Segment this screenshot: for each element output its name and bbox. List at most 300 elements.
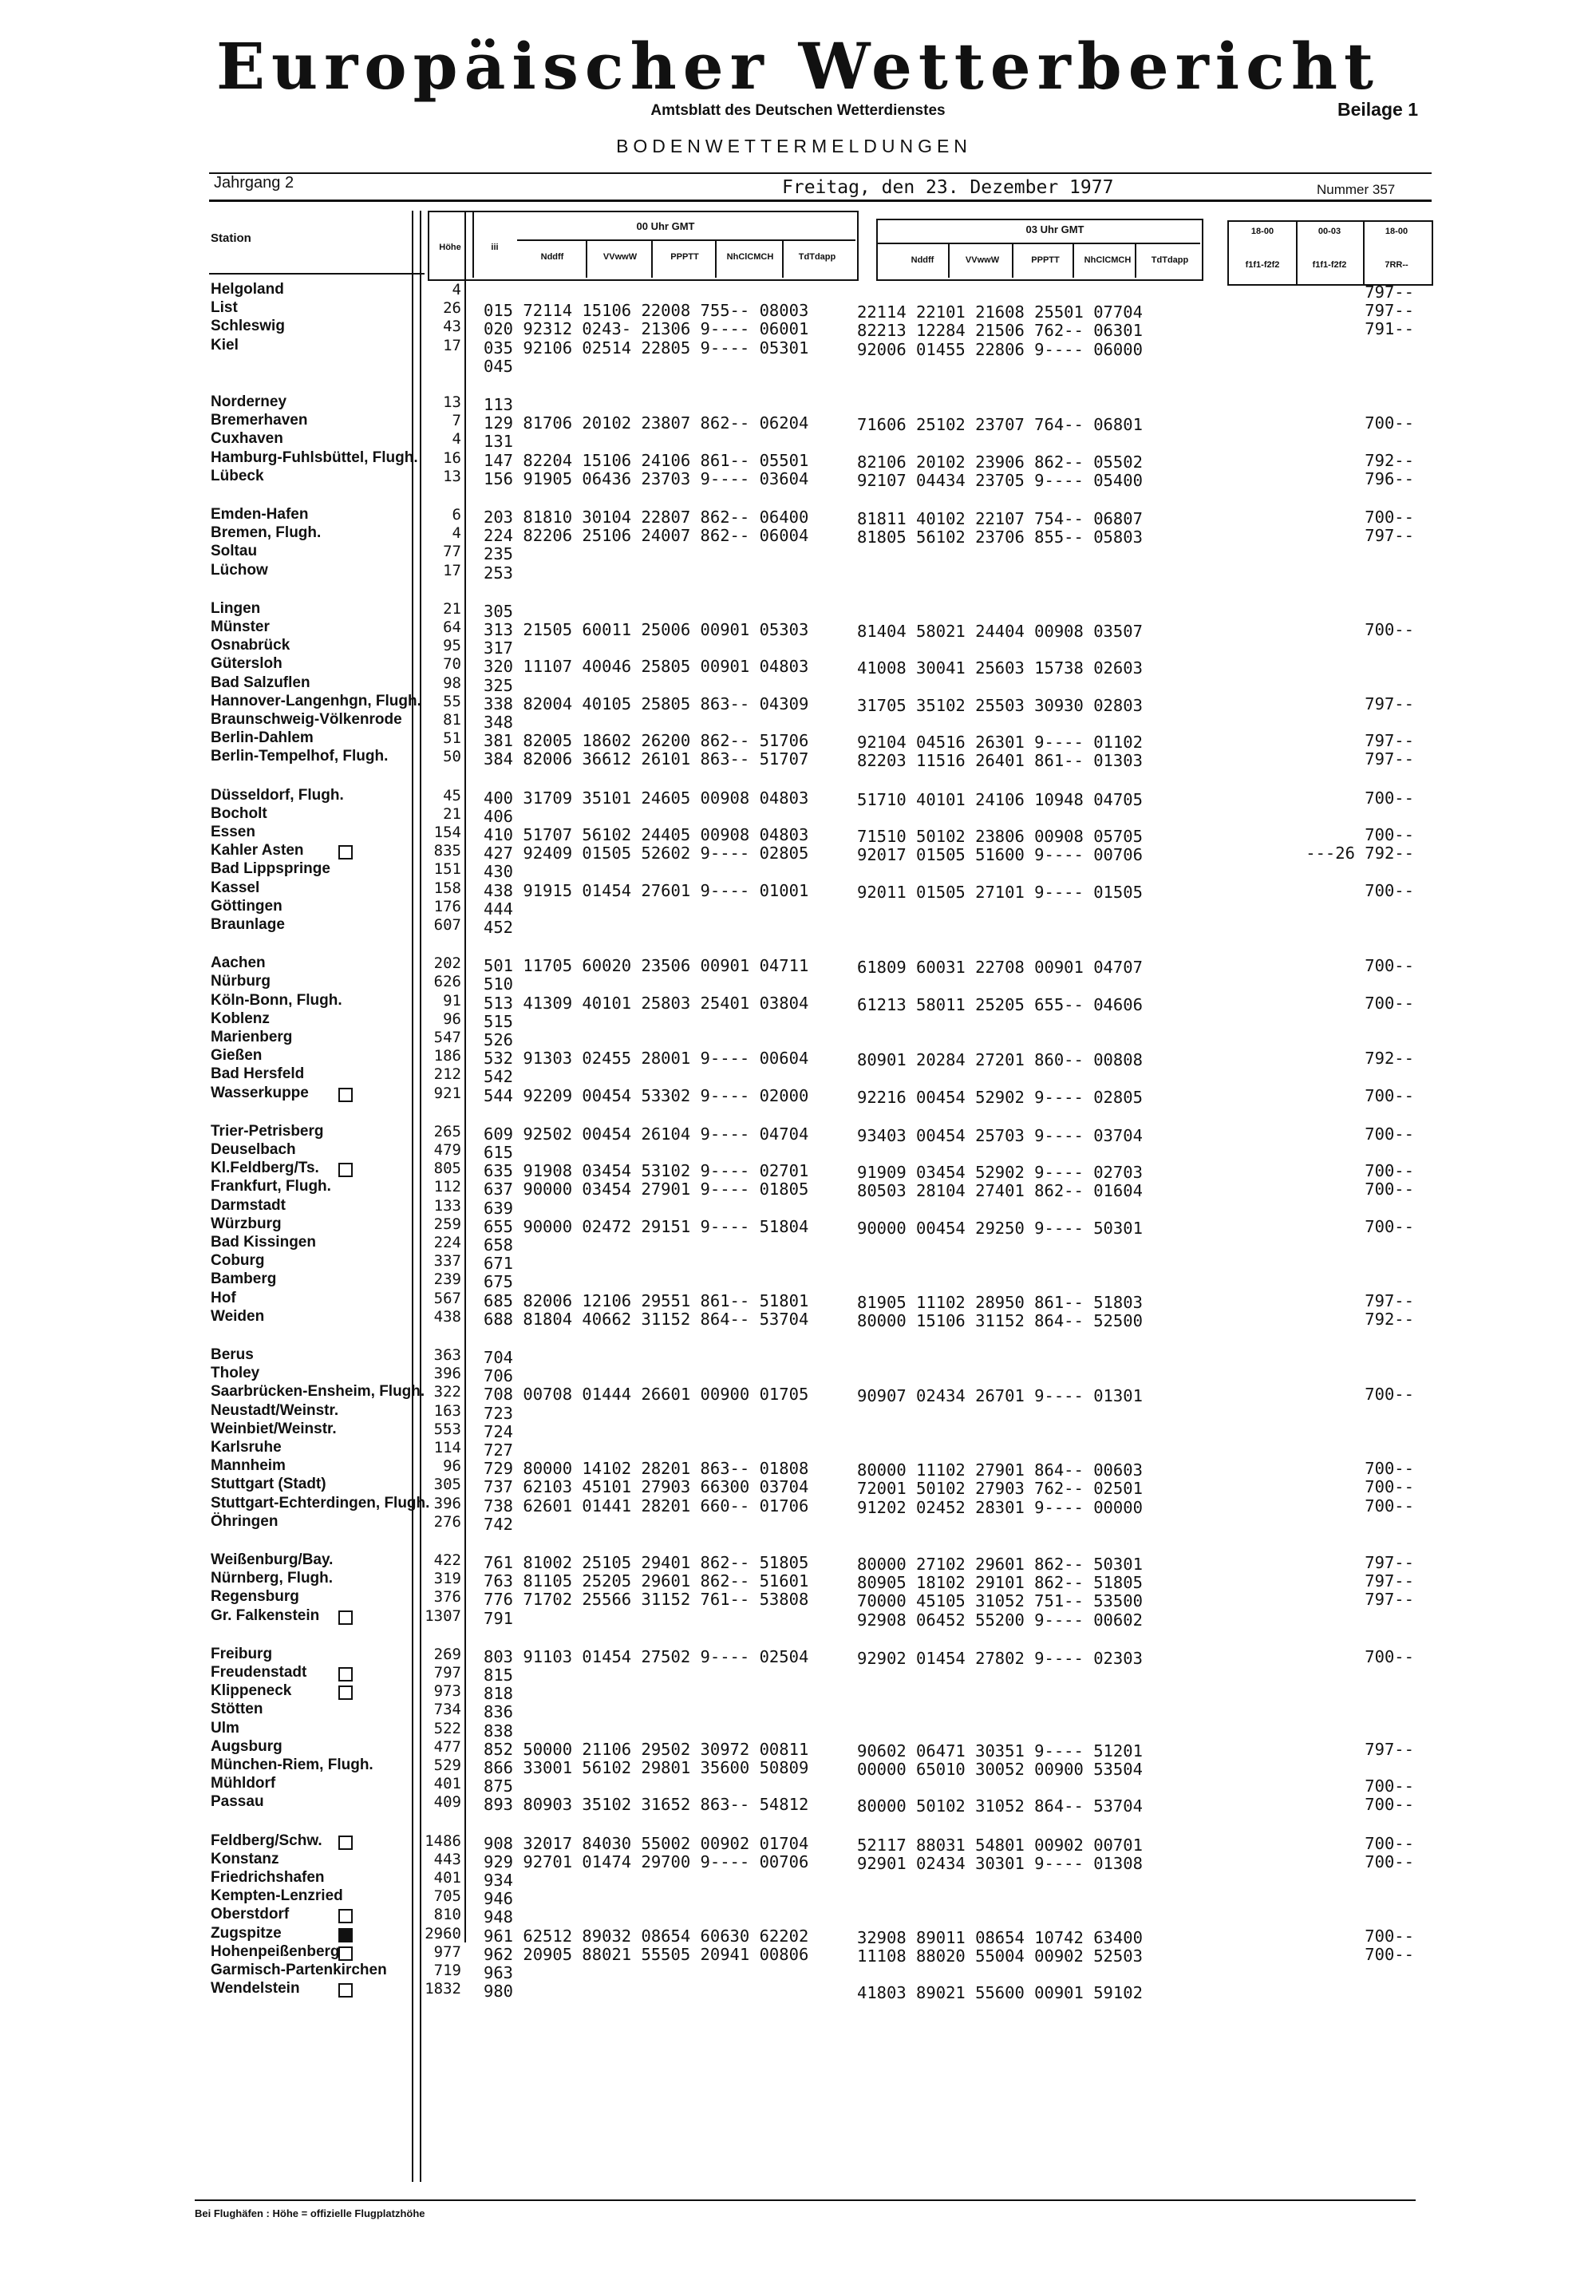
station-height: 921 [433, 1084, 461, 1102]
col-header-03-0: Nddff [911, 255, 934, 265]
col-divider [782, 239, 784, 278]
report-extra: 700-- [1365, 1085, 1414, 1105]
station-name: Berlin-Dahlem [211, 729, 314, 747]
header-rule-top [209, 172, 1432, 174]
report-extra: 797-- [1365, 1553, 1414, 1572]
report-00-gmt: 381 82005 18602 26200 862-- 51706 [484, 731, 809, 751]
station-name: Öhringen [211, 1512, 279, 1530]
report-03-gmt: 91202 02452 28301 9---- 00000 [857, 1497, 1143, 1517]
report-00-gmt: 706 [484, 1366, 514, 1386]
extra-header-3: 18-00 [1385, 227, 1408, 236]
station-name: Gütersloh [211, 655, 282, 673]
station-name: Konstanz [211, 1850, 279, 1867]
station-height: 376 [433, 1588, 461, 1606]
station-height: 26 [443, 299, 461, 318]
station-height: 96 [443, 1010, 461, 1028]
station-name: Deuselbach [211, 1141, 296, 1158]
col-header-00-0: Nddff [540, 252, 564, 262]
report-00-gmt: 723 [484, 1403, 514, 1423]
report-00-gmt: 253 [484, 563, 514, 583]
report-00-gmt: 815 [484, 1666, 514, 1685]
report-00-gmt: 980 [484, 1982, 514, 2002]
report-extra: 792-- [1365, 450, 1414, 470]
col-header-03-3: NhClCMCH [1084, 255, 1132, 265]
report-00-gmt: 908 32017 84030 55002 00902 01704 [484, 1833, 809, 1853]
station-height: 479 [433, 1141, 461, 1159]
report-00-gmt: 156 91905 06436 23703 9---- 03604 [484, 468, 809, 488]
report-00-gmt: 427 92409 01505 52602 9---- 02805 [484, 844, 809, 863]
col-divider [1073, 243, 1074, 278]
station-height: 805 [433, 1160, 461, 1178]
report-extra: 700-- [1365, 1459, 1414, 1479]
report-00-gmt: 438 91915 01454 27601 9---- 01001 [484, 880, 809, 900]
station-height: 202 [433, 954, 461, 973]
report-03-gmt: 92902 01454 27802 9---- 02303 [857, 1648, 1143, 1668]
report-03-gmt: 80000 50102 31052 864-- 53704 [857, 1796, 1143, 1816]
station-name: Bad Hersfeld [211, 1065, 305, 1083]
station-height: 21 [443, 599, 461, 618]
report-00-gmt: 946 [484, 1889, 514, 1909]
col-header-00-1: VVwwW [602, 252, 638, 262]
report-extra: 792-- [1365, 1049, 1414, 1069]
report-03-gmt: 41008 30041 25603 15738 02603 [857, 658, 1143, 678]
station-name: Hohenpeißenberg [211, 1942, 340, 1960]
station-height: 133 [433, 1196, 461, 1215]
station-name: Bad Kissingen [211, 1234, 316, 1251]
report-extra: 700-- [1365, 413, 1414, 433]
station-header-rule [209, 273, 425, 275]
report-03-gmt: 81811 40102 22107 754-- 06807 [857, 509, 1143, 528]
report-extra: 700-- [1365, 956, 1414, 976]
supplement-label: Beilage 1 [1337, 99, 1418, 120]
report-00-gmt: 961 62512 89032 08654 60630 62202 [484, 1926, 809, 1946]
station-name: Bad Salzuflen [211, 674, 310, 691]
station-name: Berlin-Tempelhof, Flugh. [211, 748, 389, 765]
report-03-gmt: 81404 58021 24404 00908 03507 [857, 622, 1143, 641]
report-extra: 700-- [1365, 620, 1414, 639]
station-name: Tholey [211, 1365, 260, 1382]
station-name: Aachen [211, 954, 266, 972]
report-00-gmt: 671 [484, 1254, 514, 1274]
report-extra: 797-- [1365, 694, 1414, 713]
report-00-gmt: 742 [484, 1514, 514, 1534]
station-name: Karlsruhe [211, 1439, 282, 1456]
station-height: 186 [433, 1047, 461, 1065]
report-extra: 797-- [1365, 749, 1414, 769]
extra-subheader-1: f1f1-f2f2 [1245, 260, 1280, 270]
station-name: Bad Lippspringe [211, 860, 330, 878]
report-00-gmt: 685 82006 12106 29551 861-- 51801 [484, 1290, 809, 1310]
report-extra: 700-- [1365, 1124, 1414, 1144]
station-height: 265 [433, 1122, 461, 1140]
report-03-gmt: 71510 50102 23806 00908 05705 [857, 827, 1143, 846]
station-height: 112 [433, 1178, 461, 1196]
report-03-gmt: 80901 20284 27201 860-- 00808 [857, 1050, 1143, 1070]
report-extra: 700-- [1365, 1180, 1414, 1199]
station-height: 51 [443, 729, 461, 748]
station-name: Mannheim [211, 1457, 286, 1475]
report-00-gmt: 045 [484, 356, 514, 376]
station-column-rule [412, 211, 413, 2182]
volume-label: Jahrgang 2 [214, 174, 294, 192]
extra-header-1: 18-00 [1250, 227, 1274, 236]
report-extra: 797-- [1365, 301, 1414, 321]
station-height: 212 [433, 1065, 461, 1084]
report-extra: 797-- [1365, 731, 1414, 751]
report-03-gmt: 52117 88031 54801 00902 00701 [857, 1835, 1143, 1855]
report-00-gmt: 724 [484, 1421, 514, 1441]
report-03-gmt: 93403 00454 25703 9---- 03704 [857, 1125, 1143, 1145]
report-extra: 796-- [1365, 468, 1414, 488]
report-extra: 791-- [1365, 319, 1414, 339]
station-name: Braunschweig-Völkenrode [211, 711, 402, 728]
mountain-station-marker [338, 1163, 353, 1177]
report-00-gmt: 015 72114 15106 22008 755-- 08003 [484, 301, 809, 321]
report-03-gmt: 22114 22101 21608 25501 07704 [857, 302, 1143, 322]
report-extra: 700-- [1365, 1776, 1414, 1796]
station-height: 6 [452, 506, 461, 524]
station-name: Freudenstadt [211, 1664, 307, 1681]
report-extra: 700-- [1365, 1851, 1414, 1871]
report-00-gmt: 962 20905 88021 55505 20941 00806 [484, 1944, 809, 1964]
station-height: 553 [433, 1420, 461, 1438]
report-03-gmt: 70000 45105 31052 751-- 53500 [857, 1591, 1143, 1611]
station-height: 422 [433, 1551, 461, 1569]
station-name: Helgoland [211, 281, 284, 298]
report-03-gmt: 80905 18102 29101 862-- 51805 [857, 1573, 1143, 1593]
report-subtitle: Amtsblatt des Deutschen Wetterdienstes [650, 102, 946, 119]
station-height: 17 [443, 561, 461, 579]
report-00-gmt: 406 [484, 806, 514, 826]
report-03-gmt: 80000 27102 29601 862-- 50301 [857, 1555, 1143, 1574]
report-extra: 700-- [1365, 825, 1414, 844]
station-height: 443 [433, 1850, 461, 1868]
station-height: 810 [433, 1906, 461, 1924]
mountain-station-marker [338, 1836, 353, 1850]
station-name: Emden-Hafen [211, 506, 309, 523]
station-name: Friedrichshafen [211, 1869, 325, 1886]
report-03-gmt: 92017 01505 51600 9---- 00706 [857, 845, 1143, 865]
station-name: Wasserkuppe [211, 1084, 309, 1101]
station-height: 114 [433, 1439, 461, 1456]
report-extra: 797-- [1365, 1571, 1414, 1591]
station-height: 1486 [425, 1832, 461, 1850]
mountain-station-marker [338, 1685, 353, 1700]
report-03-gmt: 90602 06471 30351 9---- 51201 [857, 1741, 1143, 1761]
station-height: 55 [443, 692, 461, 710]
report-00-gmt: 818 [484, 1684, 514, 1704]
report-extra: 700-- [1365, 1646, 1414, 1666]
report-00-gmt: 526 [484, 1030, 514, 1049]
station-height: 734 [433, 1701, 461, 1719]
station-height: 7 [452, 412, 461, 430]
report-00-gmt: 791 [484, 1608, 514, 1628]
station-height: 96 [443, 1457, 461, 1476]
col-header-hoehe: Höhe [439, 243, 461, 252]
station-name: Hannover-Langenhgn, Flugh. [211, 692, 421, 709]
report-00-gmt: 313 21505 60011 25006 00901 05303 [484, 620, 809, 639]
station-height: 363 [433, 1346, 461, 1364]
col-divider [1135, 243, 1136, 278]
report-03-gmt: 32908 89011 08654 10742 63400 [857, 1927, 1143, 1947]
station-name: Lüchow [211, 561, 268, 579]
report-00-gmt: 655 90000 02472 29151 9---- 51804 [484, 1216, 809, 1236]
report-03-gmt: 81805 56102 23706 855-- 05803 [857, 528, 1143, 547]
report-00-gmt: 452 [484, 918, 514, 937]
footnote: Bei Flughäfen : Höhe = offizielle Flugplatzhöhe [195, 2207, 425, 2219]
report-00-gmt: 384 82006 36612 26101 863-- 51707 [484, 749, 809, 769]
issue-number: Nummer 357 [1317, 182, 1396, 197]
station-name: Bremerhaven [211, 412, 308, 429]
station-name: Augsburg [211, 1737, 282, 1755]
report-extra: 700-- [1365, 1385, 1414, 1405]
report-00-gmt: 348 [484, 713, 514, 732]
col-header-03-4: TdTdapp [1151, 255, 1189, 265]
report-00-gmt: 129 81706 20102 23807 862-- 06204 [484, 413, 809, 433]
report-extra: 792-- [1365, 1309, 1414, 1329]
report-00-gmt: 658 [484, 1235, 514, 1255]
station-height: 567 [433, 1289, 461, 1307]
report-00-gmt: 400 31709 35101 24605 00908 04803 [484, 788, 809, 808]
mountain-station-marker [338, 1610, 353, 1625]
report-extra: 700-- [1365, 1795, 1414, 1815]
col-divider [1012, 243, 1013, 278]
report-00-gmt: 035 92106 02514 22805 9---- 05301 [484, 338, 809, 358]
report-03-gmt: 61213 58011 25205 655-- 04606 [857, 994, 1143, 1014]
station-height: 305 [433, 1476, 461, 1494]
station-name: Koblenz [211, 1010, 270, 1027]
station-height: 21 [443, 804, 461, 823]
station-name: Cuxhaven [211, 430, 283, 448]
station-name: Mühldorf [211, 1775, 276, 1792]
station-height: 50 [443, 748, 461, 766]
station-name: Freiburg [211, 1645, 273, 1662]
report-00-gmt: 639 [484, 1198, 514, 1218]
station-name: Gr. Falkenstein [211, 1606, 320, 1624]
report-extra: 797-- [1365, 1590, 1414, 1610]
station-height: 13 [443, 393, 461, 411]
station-name: Düsseldorf, Flugh. [211, 786, 344, 804]
report-03-gmt: 80503 28104 27401 862-- 01604 [857, 1181, 1143, 1201]
report-00-gmt: 444 [484, 899, 514, 919]
station-name: Nürburg [211, 973, 271, 990]
report-00-gmt: 338 82004 40105 25805 863-- 04309 [484, 694, 809, 713]
station-height: 158 [433, 879, 461, 897]
mountain-station-filled-marker [338, 1928, 353, 1942]
time-header-rule [517, 239, 855, 241]
report-03-gmt: 90000 00454 29250 9---- 50301 [857, 1218, 1143, 1238]
report-00-gmt: 615 [484, 1143, 514, 1162]
report-03-gmt: 92901 02434 30301 9---- 01308 [857, 1853, 1143, 1873]
mountain-station-marker [338, 1909, 353, 1923]
station-name: Göttingen [211, 897, 282, 915]
station-height: 16 [443, 449, 461, 467]
station-height: 2960 [425, 1924, 461, 1942]
station-name: Stuttgart (Stadt) [211, 1476, 326, 1493]
station-name: Berus [211, 1346, 254, 1363]
report-extra: 797-- [1365, 1290, 1414, 1310]
station-name: Bocholt [211, 804, 267, 822]
station-height: 547 [433, 1029, 461, 1046]
station-height: 151 [433, 860, 461, 879]
station-height: 401 [433, 1869, 461, 1887]
station-name: Kl.Feldberg/Ts. [211, 1160, 319, 1177]
extra-divider-2 [1363, 220, 1365, 284]
report-03-gmt: 72001 50102 27903 762-- 02501 [857, 1479, 1143, 1499]
col-header-iii: iii [491, 243, 499, 252]
station-height: 719 [433, 1962, 461, 1979]
station-height: 797 [433, 1664, 461, 1681]
extra-subheader-2: f1f1-f2f2 [1312, 260, 1347, 270]
station-name: Neustadt/Weinstr. [211, 1401, 339, 1419]
report-00-gmt: 532 91303 02455 28001 9---- 00604 [484, 1049, 809, 1069]
report-00-gmt: 235 [484, 544, 514, 564]
report-03-gmt: 41803 89021 55600 00901 59102 [857, 1983, 1143, 2003]
report-00-gmt: 131 [484, 432, 514, 452]
report-00-gmt: 542 [484, 1067, 514, 1087]
report-03-gmt: 92908 06452 55200 9---- 00602 [857, 1610, 1143, 1630]
report-00-gmt: 305 [484, 601, 514, 621]
report-00-gmt: 675 [484, 1272, 514, 1292]
report-00-gmt: 410 51707 56102 24405 00908 04803 [484, 825, 809, 844]
header-rule-bottom [209, 200, 1432, 202]
report-03-gmt: 82203 11516 26401 861-- 01303 [857, 751, 1143, 771]
report-00-gmt: 763 81105 25205 29601 862-- 51601 [484, 1571, 809, 1591]
station-name: Würzburg [211, 1215, 282, 1232]
report-00-gmt: 803 91103 01454 27502 9---- 02504 [484, 1646, 809, 1666]
station-name: Weiden [211, 1307, 265, 1325]
station-height: 81 [443, 711, 461, 729]
station-height: 1307 [425, 1606, 461, 1625]
station-name: Coburg [211, 1252, 265, 1270]
station-name: Stuttgart-Echterdingen, Flugh. [211, 1494, 430, 1512]
station-name: Zugspitze [211, 1924, 282, 1942]
report-00-gmt: 729 80000 14102 28201 863-- 01808 [484, 1459, 809, 1479]
col-divider [715, 239, 717, 278]
report-00-gmt: 501 11705 60020 23506 00901 04711 [484, 956, 809, 976]
report-extra: 700-- [1365, 880, 1414, 900]
station-height: 224 [433, 1234, 461, 1251]
station-height: 239 [433, 1271, 461, 1289]
station-name: Passau [211, 1793, 264, 1811]
station-height: 396 [433, 1494, 461, 1512]
extra-header-2: 00-03 [1317, 227, 1341, 236]
station-name: Soltau [211, 543, 258, 560]
report-03-gmt: 80000 15106 31152 864-- 52500 [857, 1310, 1143, 1330]
station-height: 322 [433, 1383, 461, 1401]
report-00-gmt: 020 92312 0243- 21306 9---- 06001 [484, 319, 809, 339]
station-name: Braunlage [211, 916, 285, 933]
station-height: 705 [433, 1887, 461, 1906]
col-divider [948, 243, 950, 278]
station-name: Weißenburg/Bay. [211, 1551, 334, 1568]
station-name: List [211, 299, 238, 317]
station-name: München-Riem, Flugh. [211, 1757, 373, 1773]
station-height: 13 [443, 467, 461, 485]
col-divider [651, 239, 653, 278]
issue-date: Freitag, den 23. Dezember 1977 [782, 177, 1114, 198]
station-height: 522 [433, 1719, 461, 1737]
station-name: Hof [211, 1289, 236, 1306]
station-height: 176 [433, 897, 461, 915]
station-header: Station [211, 231, 251, 245]
station-height: 835 [433, 842, 461, 860]
report-extra: ---26 792-- [1306, 844, 1414, 863]
report-extra: 700-- [1365, 1833, 1414, 1853]
station-height: 409 [433, 1793, 461, 1812]
report-extra: 700-- [1365, 1944, 1414, 1964]
station-height: 607 [433, 916, 461, 934]
col-header-00-3: NhClCMCH [726, 252, 774, 262]
station-name: Hamburg-Fuhlsbüttel, Flugh. [211, 449, 418, 466]
station-height: 4 [452, 281, 461, 298]
report-03-gmt: 80000 11102 27901 864-- 00603 [857, 1460, 1143, 1480]
report-00-gmt: 708 00708 01444 26601 00900 01705 [484, 1385, 809, 1405]
report-00-gmt: 704 [484, 1348, 514, 1367]
report-00-gmt: 934 [484, 1871, 514, 1890]
report-extra: 700-- [1365, 993, 1414, 1013]
station-height: 43 [443, 318, 461, 336]
station-name: Darmstadt [211, 1196, 286, 1214]
mountain-station-marker [338, 1088, 353, 1102]
station-name: Wendelstein [211, 1980, 300, 1998]
station-height: 396 [433, 1365, 461, 1383]
report-00-gmt: 761 81002 25105 29401 862-- 51805 [484, 1553, 809, 1572]
report-title: Europäischer Wetterbericht [216, 29, 1380, 104]
station-name: Bremen, Flugh. [211, 524, 322, 542]
report-03-gmt: 61809 60031 22708 00901 04707 [857, 958, 1143, 978]
report-03-gmt: 82213 12284 21506 762-- 06301 [857, 321, 1143, 341]
station-name: Weinbiet/Weinstr. [211, 1420, 337, 1437]
report-00-gmt: 203 81810 30104 22807 862-- 06400 [484, 508, 809, 527]
station-name: Marienberg [211, 1029, 293, 1045]
station-name: Schleswig [211, 318, 285, 335]
report-00-gmt: 866 33001 56102 29801 35600 50809 [484, 1758, 809, 1777]
station-name: Osnabrück [211, 637, 290, 654]
station-height: 1832 [425, 1980, 461, 1998]
report-03-gmt: 90907 02434 26701 9---- 01301 [857, 1386, 1143, 1406]
report-03-gmt: 92216 00454 52902 9---- 02805 [857, 1087, 1143, 1107]
col-header-00-2: PPPTT [670, 252, 699, 262]
report-00-gmt: 113 [484, 395, 514, 414]
report-00-gmt: 325 [484, 675, 514, 695]
mountain-station-marker [338, 1946, 353, 1961]
station-name: Garmisch-Partenkirchen [211, 1962, 387, 1978]
report-extra: 700-- [1365, 1926, 1414, 1946]
report-00-gmt: 776 71702 25566 31152 761-- 53808 [484, 1590, 809, 1610]
station-height: 70 [443, 655, 461, 674]
station-height: 95 [443, 637, 461, 655]
station-name: Regensburg [211, 1588, 299, 1606]
report-00-gmt: 929 92701 01474 29700 9---- 00706 [484, 1851, 809, 1871]
col-divider [586, 239, 587, 278]
report-00-gmt: 727 [484, 1440, 514, 1460]
time-header-00: 00 Uhr GMT [636, 220, 695, 232]
report-03-gmt: 92006 01455 22806 9---- 06000 [857, 339, 1143, 359]
station-height: 319 [433, 1570, 461, 1588]
col-header-00-4: TdTdapp [798, 252, 836, 262]
station-name: Lübeck [211, 467, 264, 484]
report-03-gmt: 81905 11102 28950 861-- 51803 [857, 1292, 1143, 1312]
report-03-gmt: 91909 03454 52902 9---- 02703 [857, 1163, 1143, 1183]
report-03-gmt: 31705 35102 25503 30930 02803 [857, 695, 1143, 715]
report-extra: 700-- [1365, 1161, 1414, 1181]
report-extra: 700-- [1365, 1496, 1414, 1516]
report-00-gmt: 875 [484, 1776, 514, 1796]
report-00-gmt: 515 [484, 1011, 514, 1031]
station-name: Kassel [211, 879, 260, 896]
report-00-gmt: 510 [484, 974, 514, 994]
